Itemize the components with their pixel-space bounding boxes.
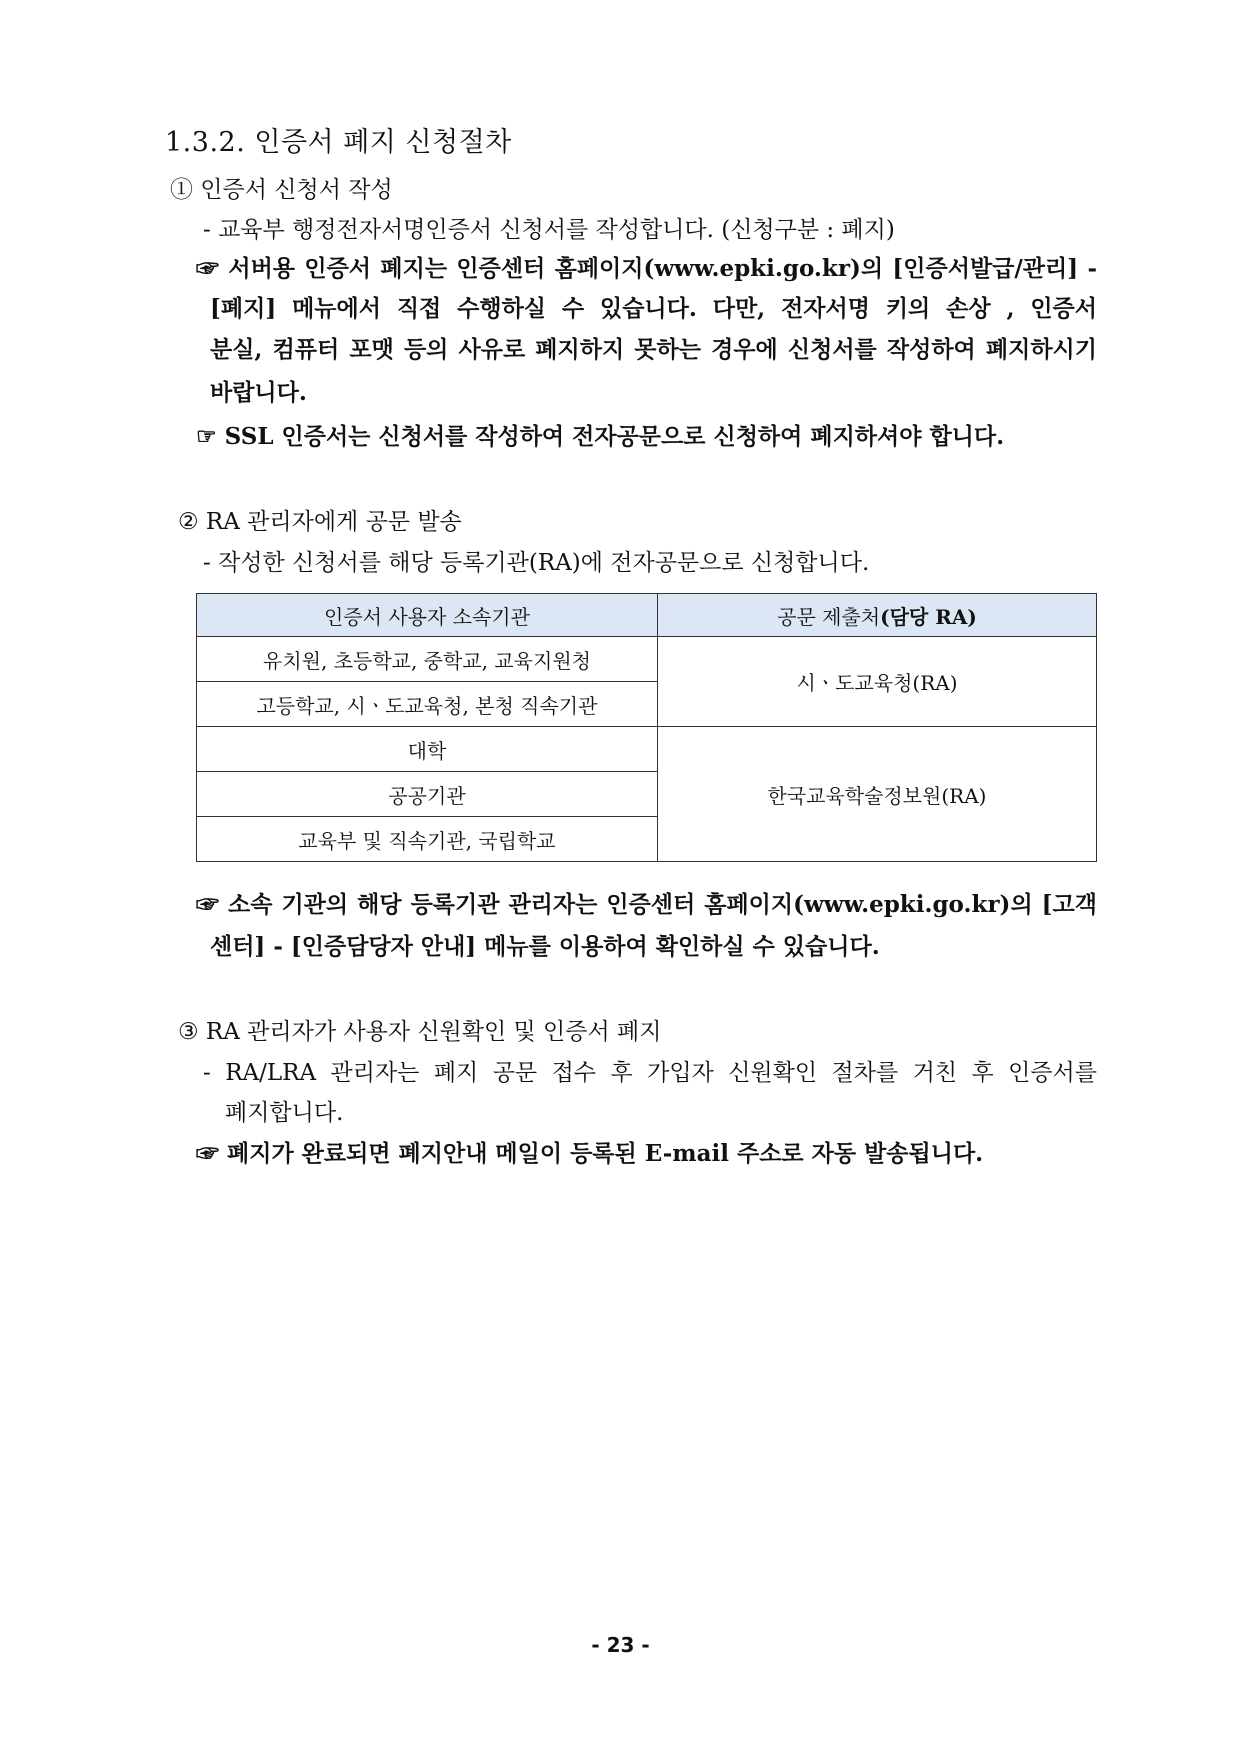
table-row — [197, 637, 1097, 682]
step2-heading: ② RA 관리자에게 공문 발송 — [178, 509, 462, 535]
step1-heading: ① 인증서 신청서 작성 — [170, 177, 393, 203]
step1-note1-line2: [폐지] 메뉴에서 직접 수행하실 수 있습니다. 다만, 전자서명 키의 손상 , 인증서 — [210, 295, 1097, 322]
header-submission-target: 공문 제출처(담당 RA) — [658, 594, 1097, 637]
table-header-row — [197, 594, 1097, 637]
affiliation-cell: 대학 — [197, 727, 658, 772]
page-number: - 23 - — [591, 1633, 650, 1657]
header-affiliation: 인증서 사용자 소속기관 — [197, 594, 658, 637]
affiliation-cell: 유치원, 초등학교, 중학교, 교육지원청 — [197, 637, 658, 682]
step3-note: ☞ 폐지가 완료되면 폐지안내 메일이 등록된 E-mail 주소로 자동 발송됩니다. — [196, 1140, 984, 1167]
step2-note-line2: 센터] - [인증담당자 안내] 메뉴를 이용하여 확인하실 수 있습니다. — [210, 933, 880, 960]
affiliation-cell: 고등학교, 시ㆍ도교육청, 본청 직속기관 — [197, 682, 658, 727]
step3-description-line2: 폐지합니다. — [225, 1100, 344, 1126]
affiliation-cell: 공공기관 — [197, 772, 658, 817]
step2-description: - 작성한 신청서를 해당 등록기관(RA)에 전자공문으로 신청합니다. — [203, 550, 870, 576]
target-cell: 시ㆍ도교육청(RA) — [658, 637, 1097, 727]
ra-table — [196, 593, 1097, 862]
section-title: 1.3.2. 인증서 폐지 신청절차 — [165, 127, 512, 158]
step3-heading: ③ RA 관리자가 사용자 신원확인 및 인증서 폐지 — [178, 1019, 662, 1045]
step1-note1-line1: ☞ 서버용 인증서 폐지는 인증센터 홈페이지(www.epki.go.kr)의 [인증서발급/관리] - — [196, 255, 1097, 282]
step3-description-line1: - RA/LRA 관리자는 폐지 공문 접수 후 가입자 신원확인 절차를 거친 후 인증서를 — [203, 1060, 1097, 1086]
table-row — [197, 727, 1097, 772]
step2-note-line1: ☞ 소속 기관의 해당 등록기관 관리자는 인증센터 홈페이지(www.epki.go.kr)의 [고객 — [196, 891, 1097, 918]
step1-note1-line4: 바랍니다. — [210, 379, 307, 406]
step1-note2: ☞ SSL 인증서는 신청서를 작성하여 전자공문으로 신청하여 폐지하셔야 합니다. — [196, 423, 1005, 450]
step1-description: - 교육부 행정전자서명인증서 신청서를 작성합니다. (신청구분 : 폐지) — [203, 217, 895, 243]
target-cell: 한국교육학술정보원(RA) — [658, 727, 1097, 862]
affiliation-cell: 교육부 및 직속기관, 국립학교 — [197, 817, 658, 862]
step1-note1-line3: 분실, 컴퓨터 포맷 등의 사유로 폐지하지 못하는 경우에 신청서를 작성하여 폐지하시기 — [210, 336, 1097, 363]
